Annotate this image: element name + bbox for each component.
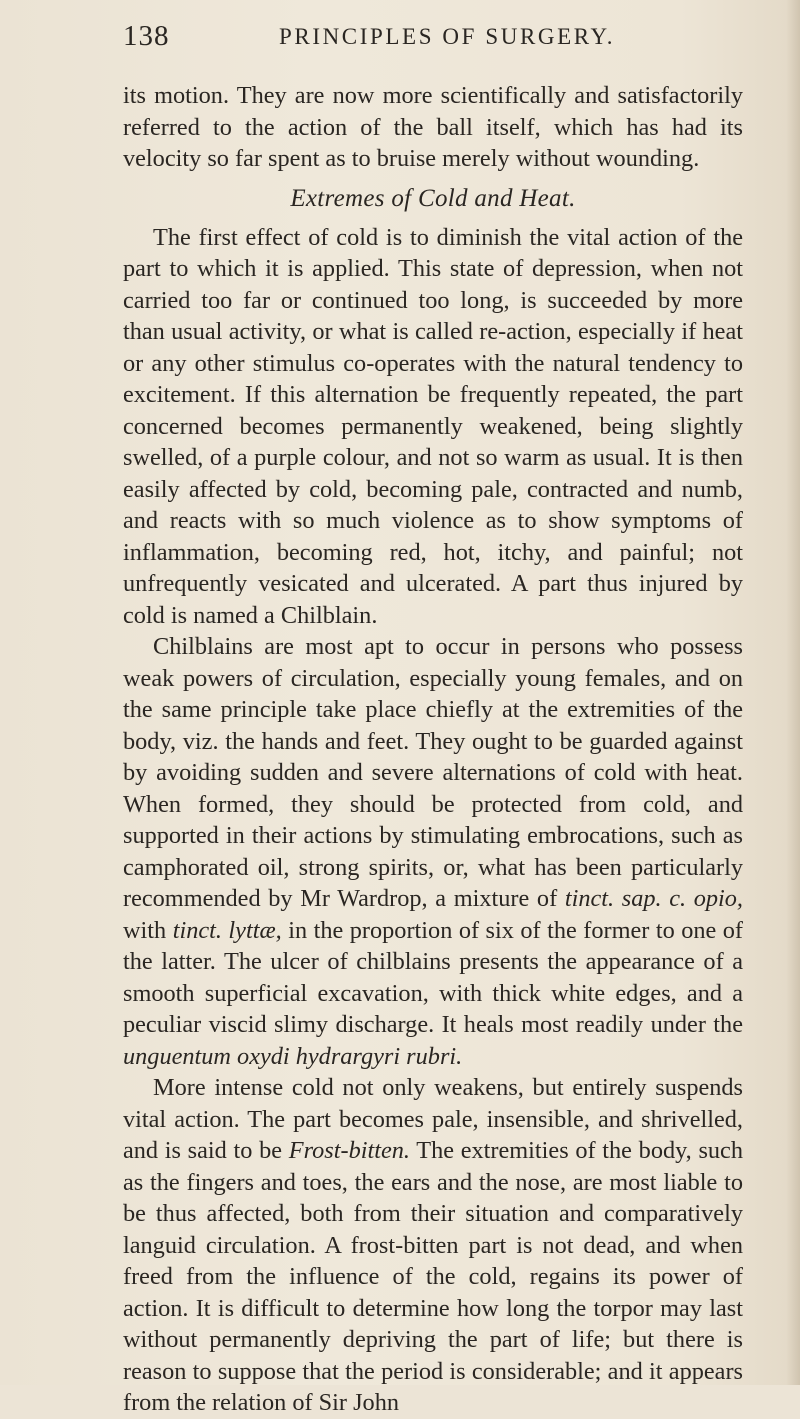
- italic-term: tinct. sap. c. opio,: [564, 885, 744, 912]
- body-text: [123, 80, 743, 1419]
- italic-term: unguentum oxydi hydrargyri rubri.: [123, 1042, 463, 1070]
- paragraph-text: More intense cold not only weakens, but entirely suspends vital action. The part becomes pale, insensible, and shrivelled, and is said to be: [123, 1074, 743, 1164]
- page-number: 138: [123, 20, 170, 52]
- italic-term: Frost-bitten.: [288, 1137, 410, 1164]
- running-title: PRINCIPLES OF SURGERY.: [279, 24, 616, 49]
- continuation-paragraph: its motion. They are now more scientifically and satisfactorily referred to the action of the ball itself, which has had its velocity so far spent as to bruise merely without wounding.: [123, 82, 743, 172]
- paragraph-text: The extremities of the body, such as the fingers and toes, the ears and the nose, are most liable to be thus affected, both from their situation and comparatively languid circulation. A frost-bitten part is not dead, and when freed from the influence of the cold, regains its power of action. It is difficult to determine how long the torpor may last without permanently depriving the part of life; but there is reason to suppose that the period is considerable; and it appears from the relation of Sir John: [123, 1137, 743, 1416]
- section-heading: Extremes of Cold and Heat.: [290, 184, 576, 212]
- paragraph-text: with: [123, 916, 173, 944]
- paragraph-cold-effects: The first effect of cold is to diminish the vital action of the part to which it is applied. This state of depression, when not carried too far or continued too long, is succeeded by more than usual activity, or what is called re-action, especially if heat or any other stimulus co-operates with the natural tendency to excitement. If this alternation be frequently repeated, the part concerned becomes permanently weakened, being slightly swelled, of a purple colour, and not so warm as usual. It is then easily affected by cold, becoming pale, contracted and numb, and reacts with so much violence as to show symptoms of inflammation, becoming red, hot, itchy, and painful; not unfrequently vesicated and ulcerated. A part thus injured by cold is named a Chilblain.: [123, 223, 743, 629]
- paragraph-chilblains: [123, 631, 743, 1072]
- italic-term: tinct. lyttæ,: [172, 916, 282, 944]
- paragraph-text: in the proportion of six of the former to one of the latter. The ulcer of chilblains presents the appearance of a smooth superficial excavation, with thick white edges, and a peculiar viscid slimy discharge. It heals most readily under the: [123, 916, 744, 1038]
- page-edge-shadow: [786, 0, 800, 1385]
- paragraph-text: Chilblains are most apt to occur in persons who possess weak powers of circulation, especially young females, and on the same principle take place chiefly at the extremities of the body, viz. the hands and feet. They ought to be guarded against by avoiding sudden and severe alternations of cold with heat. When formed, they should be protected from cold, and supported in their actions by stimulating embrocations, such as camphorated oil, strong spirits, or, what has been particularly recommended by Mr Wardrop, a mixture of: [123, 633, 743, 912]
- running-head: [123, 20, 743, 60]
- paragraph-frost-bite: [123, 1072, 743, 1419]
